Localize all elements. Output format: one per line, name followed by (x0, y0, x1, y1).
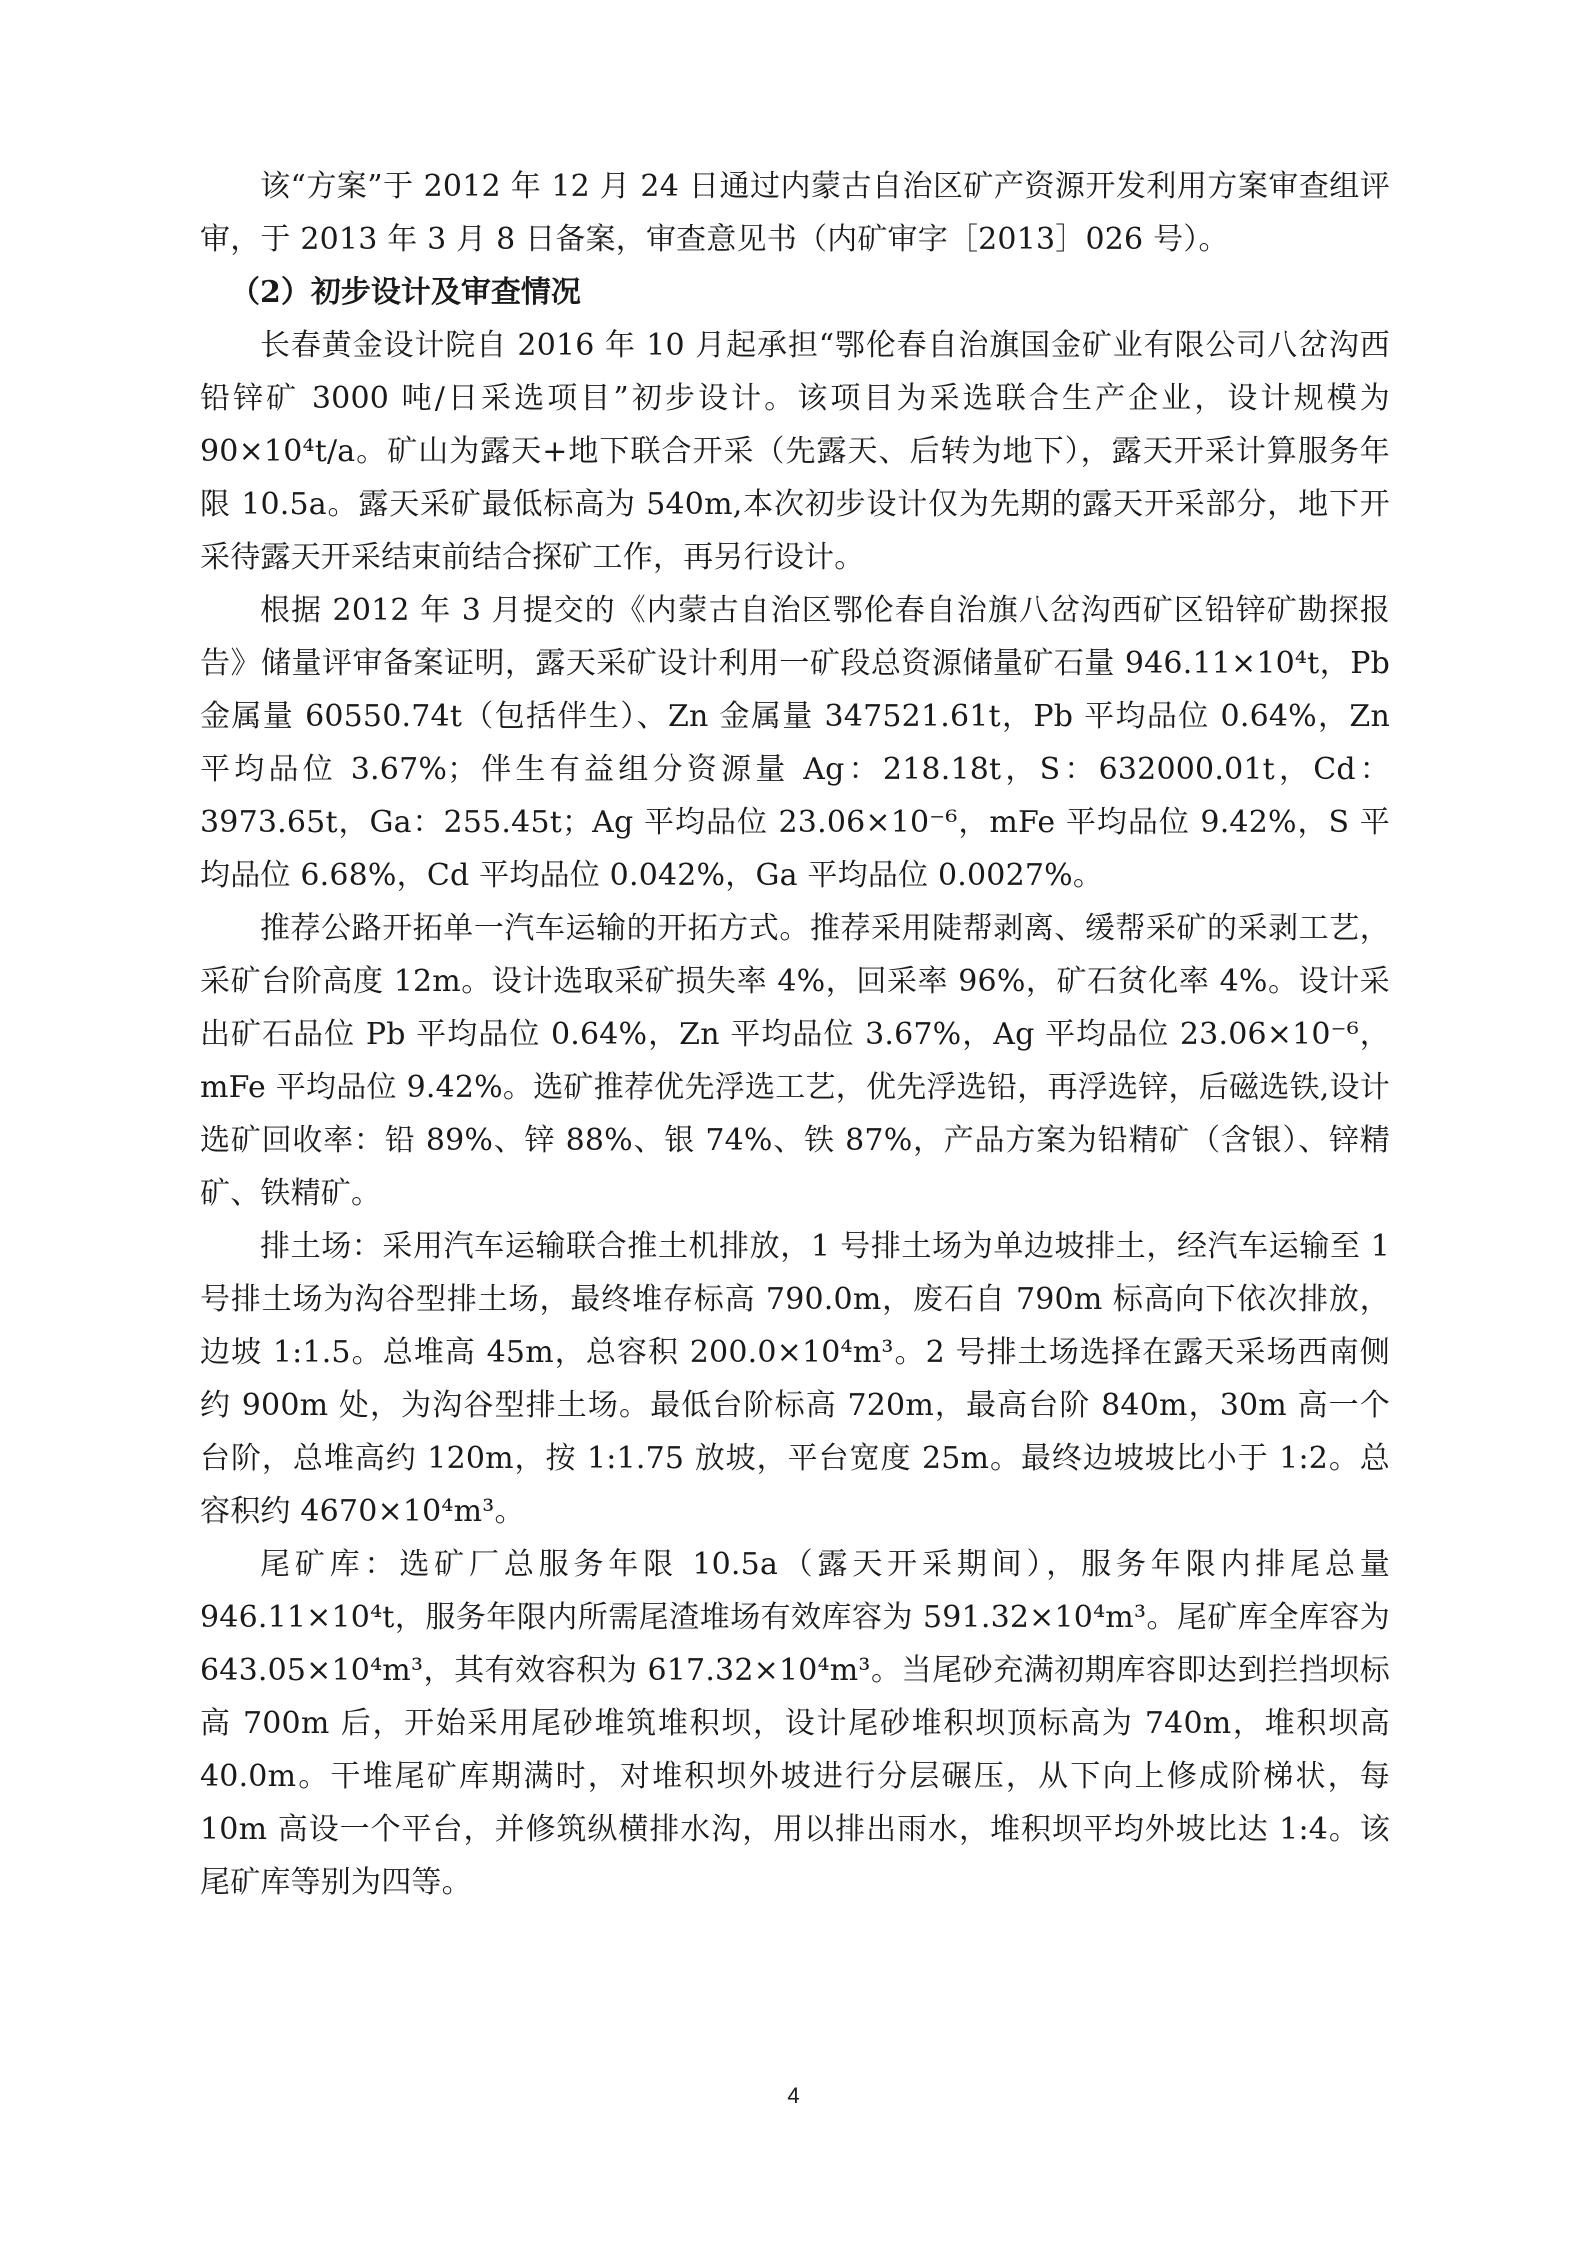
paragraph-mining-method: 推荐公路开拓单一汽车运输的开拓方式。推荐采用陡帮剥离、缓帮采矿的采剥工艺，采矿台阶高度 12m。设计选取采矿损失率 4%，回采率 96%，矿石贫化率 4%。设计采出矿石品位 Pb 平均品位 0.64%，Zn 平均品位 3.67%，Ag 平均品位 23.06×10⁻⁶，mFe 平均品位 9.42%。选矿推荐优先浮选工艺，优先浮选铅，再浮选锌，后磁选铁,设计选矿回收率：铅 89%、锌 88%、银 74%、铁 87%，产品方案为铅精矿（含银）、锌精矿、铁精矿。 (200, 911, 1390, 1211)
paragraph-waste-dump: 排土场：采用汽车运输联合推土机排放，1 号排土场为单边坡排土，经汽车运输至 1 号排土场为沟谷型排土场，最终堆存标高 790.0m，废石自 790m 标高向下依次排放，边坡 1:1.5。总堆高 45m，总容积 200.0×10⁴m³。2 号排土场选择在露天采场西南侧约 900m 处，为沟谷型排土场。最低台阶标高 720m，最高台阶 840m，30m 高一个台阶，总堆高约 120m，按 1:1.75 放坡，平台宽度 25m。最终边坡坡比小于 1:2。总容积约 4670×10⁴m³。 (200, 1229, 1390, 1529)
page-number: 4 (787, 2083, 800, 2108)
document-body (200, 160, 1390, 1909)
paragraph-design-overview: 长春黄金设计院自 2016 年 10 月起承担“鄂伦春自治旗国金矿业有限公司八岔沟西铅锌矿 3000 吨/日采选项目”初步设计。该项目为采选联合生产企业，设计规模为 90×10⁴t/a。矿山为露天+地下联合开采（先露天、后转为地下），露天开采计算服务年限 10.5a。露天采矿最低标高为 540m,本次初步设计仅为先期的露天开采部分，地下开采待露天开采结束前结合探矿工作，再另行设计。 (200, 328, 1390, 575)
paragraph-approval: 该“方案”于 2012 年 12 月 24 日通过内蒙古自治区矿产资源开发利用方案审查组评审，于 2013 年 3 月 8 日备案，审查意见书（内矿审字［2013］026 号）。 (200, 169, 1390, 257)
section-heading-preliminary-design: （2）初步设计及审查情况 (230, 275, 581, 310)
paragraph-tailings: 尾矿库：选矿厂总服务年限 10.5a（露天开采期间），服务年限内排尾总量 946.11×10⁴t，服务年限内所需尾渣堆场有效库容为 591.32×10⁴m³。尾矿库全库容为 643.05×10⁴m³，其有效容积为 617.32×10⁴m³。当尾砂充满初期库容即达到拦挡坝标高 700m 后，开始采用尾砂堆筑堆积坝，设计尾砂堆积坝顶标高为 740m，堆积坝高 40.0m。干堆尾矿库期满时，对堆积坝外坡进行分层碾压，从下向上修成阶梯状，每 10m 高设一个平台，并修筑纵横排水沟，用以排出雨水，堆积坝平均外坡比达 1:4。该尾矿库等别为四等。 (200, 1547, 1390, 1900)
paragraph-reserves: 根据 2012 年 3 月提交的《内蒙古自治区鄂伦春自治旗八岔沟西矿区铅锌矿勘探报告》储量评审备案证明，露天采矿设计利用一矿段总资源储量矿石量 946.11×10⁴t，Pb 金属量 60550.74t（包括伴生）、Zn 金属量 347521.61t，Pb 平均品位 0.64%，Zn 平均品位 3.67%；伴生有益组分资源量 Ag：218.18t，S：632000.01t，Cd：3973.65t，Ga：255.45t；Ag 平均品位 23.06×10⁻⁶，mFe 平均品位 9.42%，S 平均品位 6.68%，Cd 平均品位 0.042%，Ga 平均品位 0.0027%。 (200, 593, 1390, 893)
